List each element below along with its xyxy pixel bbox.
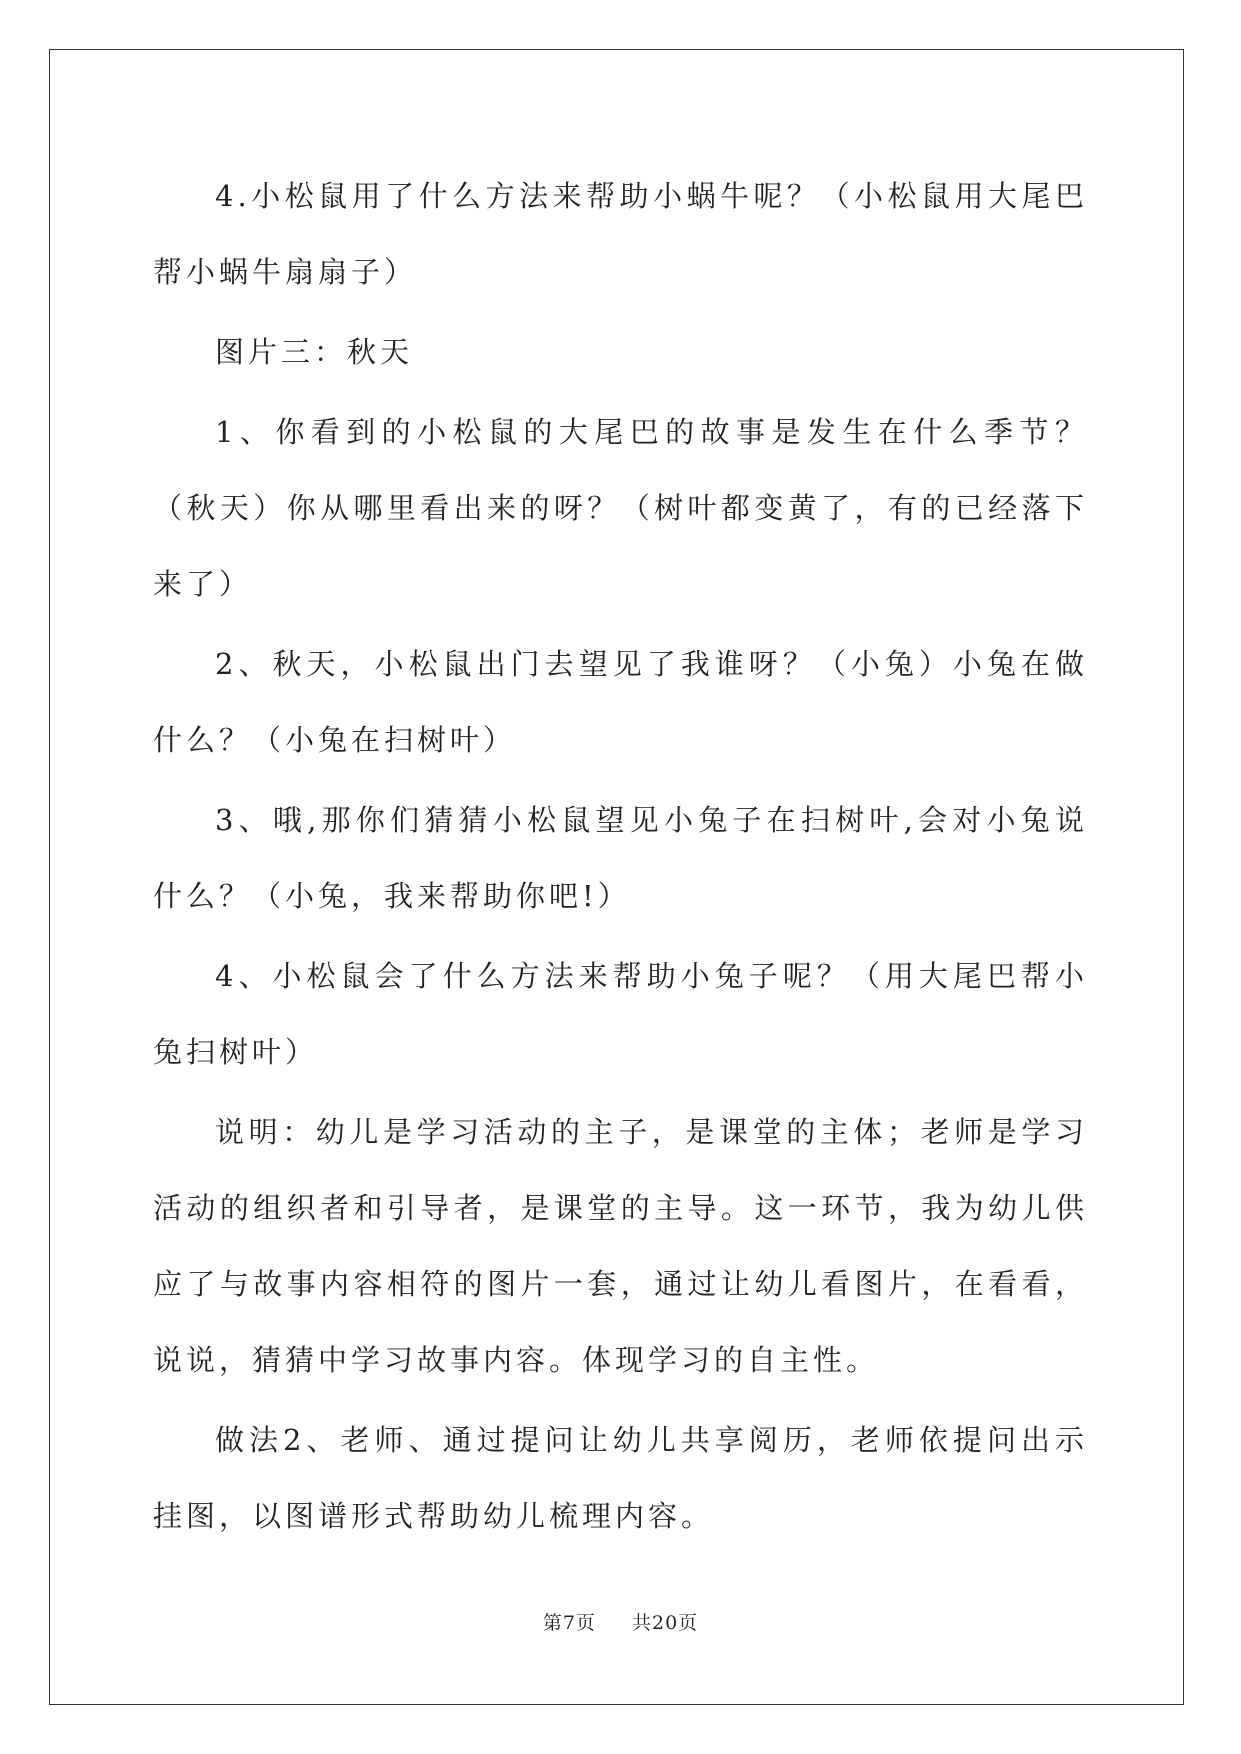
paragraph: 图片三：秋天: [215, 335, 414, 369]
paragraph: 3、哦,那你们猜猜小松鼠望见小兔子在扫树叶,会对小兔说什么？（小兔，我来帮助你吧!）: [153, 803, 1088, 913]
paragraph: 做法2、老师、通过提问让幼儿共享阅历，老师依提问出示挂图，以图谱形式帮助幼儿梳理内容。: [153, 1423, 1088, 1533]
document-body: [153, 158, 1088, 1558]
paragraph: 4、小松鼠会了什么方法来帮助小兔子呢？（用大尾巴帮小兔扫树叶）: [153, 959, 1088, 1069]
paragraph: 说明：幼儿是学习活动的主子，是课堂的主体；老师是学习活动的组织者和引导者，是课堂的主导。这一环节，我为幼儿供应了与故事内容相符的图片一套，通过让幼儿看图片，在看看，说说，猜猜中学习故事内容。体现学习的自主性。: [153, 1115, 1088, 1377]
page-footer: [0, 1608, 1241, 1635]
paragraph: 1、你看到的小松鼠的大尾巴的故事是发生在什么季节？（秋天）你从哪里看出来的呀？（树叶都变黄了，有的已经落下来了）: [153, 415, 1088, 601]
paragraph: 4.小松鼠用了什么方法来帮助小蜗牛呢？（小松鼠用大尾巴帮小蜗牛扇扇子）: [153, 179, 1088, 289]
page-number: 第7页: [542, 1612, 596, 1634]
page-total: 共20页: [632, 1612, 699, 1634]
paragraph: 2、秋天，小松鼠出门去望见了我谁呀？（小兔）小兔在做什么？（小兔在扫树叶）: [153, 647, 1088, 757]
